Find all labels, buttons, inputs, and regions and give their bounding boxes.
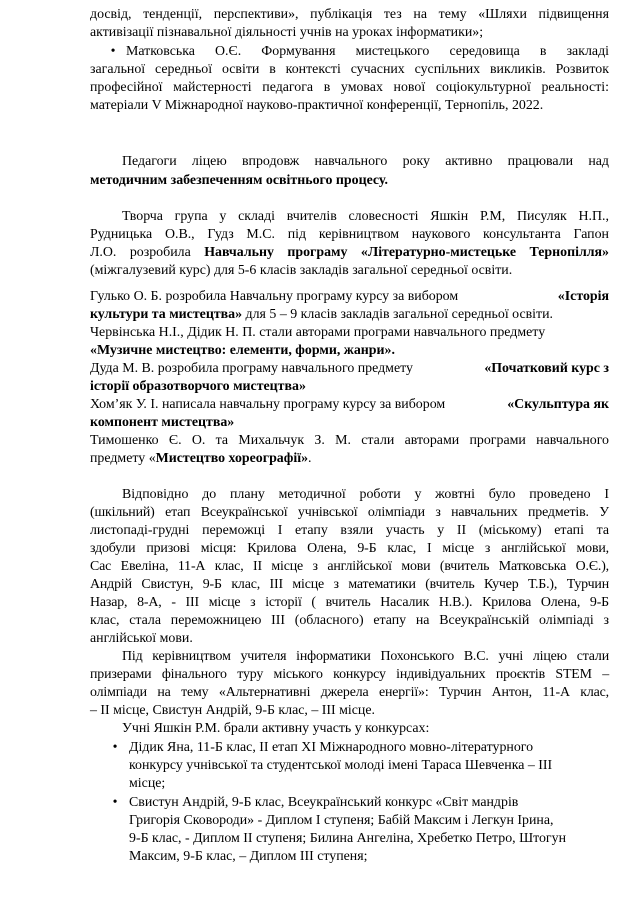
paragraph-line: (міжгалузевий курс) для 5-6 класів закладів загальної середньої освіти.: [90, 263, 513, 278]
paragraph-line: олімпіади на тему «Альтернативні джерела енергії»: Турчин Антон, 11-А клас,: [90, 685, 609, 700]
program-title: «Початковий курс з: [484, 361, 609, 376]
matkovska-line: професійної майстерності педагога в умовах нової соціокультурної реальності:: [90, 80, 609, 95]
paragraph-line: Творча група у складі вчителів словесності Яшкін Р.М, Писуляк Н.П.,: [122, 209, 609, 224]
text-span: предмету «: [90, 451, 156, 466]
text-span: Дуда М. В. розробила програму навчального предмету: [90, 361, 413, 376]
list-item-line: Свистун Андрій, 9-Б клас, Всеукраїнський конкурс «Світ мандрів: [129, 795, 519, 810]
program-title: культури та мистецтва»: [90, 307, 243, 322]
bullet-icon: •: [112, 740, 118, 755]
paragraph-line: Відповідно до плану методичної роботи у жовтні було проведено І: [122, 487, 609, 502]
program-title: Мистецтво хореографії»: [155, 451, 309, 466]
matkovska-line: загальної середньої освіти в контексті сучасних суспільних викликів. Розвиток: [90, 62, 609, 77]
program-title: «Музичне мистецтво: елементи, форми, жанри».: [90, 343, 395, 358]
matkovska-line: Матковська О.Є. Формування мистецького середовища в закладі: [126, 44, 609, 59]
text-span: .: [308, 451, 312, 466]
list-item-line: Дідик Яна, 11-Б клас, ІІ етап ХІ Міжнародного мовно-літературного: [129, 740, 534, 755]
list-item-line: конкурсу учнівської та студентської молоді імені Тараса Шевченка – ІІІ: [129, 758, 553, 773]
paragraph-line: Сас Евеліна, 11-А клас, ІІ місце з англійської мови (вчитель Матковська О.Є.),: [90, 559, 609, 574]
paragraph-line: (шкільний) етап Всеукраїнської учнівської олімпіади з навчальних предметів. У: [90, 505, 609, 520]
paragraph-line: листопаді-грудні переможці І етапу взяли участь у ІІ (міському) етапі та: [90, 523, 609, 538]
paragraph-line: Під керівництвом учителя інформатики Похонського В.С. учні ліцею стали: [122, 649, 609, 664]
bullet-icon: •: [110, 44, 116, 59]
text-span: Гулько О. Б. розробила Навчальну програму курсу за вибором: [90, 289, 459, 304]
program-line: [90, 450, 609, 468]
paragraph-line: Учні Яшкін Р.М. брали активну участь у конкурсах:: [122, 721, 430, 736]
program-title: компонент мистецтва»: [90, 415, 235, 430]
program-line: Тимошенко Є. О. та Михальчук З. М. стали авторами програми навчального: [90, 433, 609, 448]
paragraph-line: Андрій Свистун, 9-Б клас, ІІІ місце з математики (вчитель Кучер Т.Б.), Турчин: [90, 577, 609, 592]
program-title: історії образотворчого мистецтва»: [90, 379, 306, 394]
program-line: [90, 360, 609, 378]
list-item-line: Максим, 9-Б клас, – Диплом ІІІ ступеня;: [129, 849, 368, 864]
paragraph-line: призерами фінального туру міського конкурсу індивідуальних проєктів STEM –: [90, 667, 609, 682]
paragraph-line: англійської мови.: [90, 631, 193, 646]
paragraph-line: Назар, 8-А, - ІІІ місце з історії ( вчитель Насалик Н.В.). Крилова Олена, 9-Б: [90, 595, 609, 610]
paragraph-line: Рудницька О.В., Гудз М.С. під керівництвом наукового консультанта Гапон: [90, 227, 609, 242]
program-title: «Історія: [557, 289, 609, 304]
intro-line: активізації пізнавальної діяльності учнів на уроках інформатики»;: [90, 25, 484, 40]
program-line: Червінська Н.І., Дідик Н. П. стали авторами програми навчального предмету: [90, 325, 546, 340]
program-title: «Скульптура як: [507, 397, 609, 412]
paragraph-line: клас, стала переможницею ІІІ (обласного) етапу на Всеукраїнській олімпіаді з: [90, 613, 609, 628]
bullet-icon: •: [112, 795, 118, 810]
paragraph-line: Педагоги ліцею впродовж навчального року активно працювали над: [122, 154, 609, 169]
program-line: [90, 306, 609, 324]
intro-line: досвід, тенденції, перспективи», публікація тез на тему «Шляхи підвищення: [90, 7, 609, 22]
paragraph-line: – ІІ місце, Свистун Андрій, 9-Б клас, – ІІІ місце.: [90, 703, 376, 718]
text-span: Л.О. розробила: [90, 245, 205, 260]
list-item-line: 9-Б клас, - Диплом ІІ ступеня; Билина Ангеліна, Хребетко Петро, Штогун: [129, 831, 567, 846]
program-line: [90, 288, 609, 306]
list-item-line: місце;: [129, 776, 166, 791]
text-span: Хом’як У. І. написала навчальну програму курсу за вибором: [90, 397, 446, 412]
program-line: [90, 396, 609, 414]
program-title: Навчальну програму «Літературно-мистецьке Тернопілля»: [204, 245, 609, 260]
text-span: для 5 – 9 класів закладів загальної середньої освіти.: [242, 307, 554, 322]
paragraph-line: [90, 244, 609, 262]
matkovska-line: матеріали V Міжнародної науково-практичної конференції, Тернопіль, 2022.: [90, 98, 544, 113]
paragraph-line: здобули призові місця: Крилова Олена, 9-Б клас, І місце з англійської мови,: [90, 541, 609, 556]
paragraph-line-bold: методичним забезпеченням освітнього процесу.: [90, 173, 388, 188]
list-item-line: Григорія Сковороди» - Диплом І ступеня; Бабій Максим і Легкун Ірина,: [129, 813, 554, 828]
